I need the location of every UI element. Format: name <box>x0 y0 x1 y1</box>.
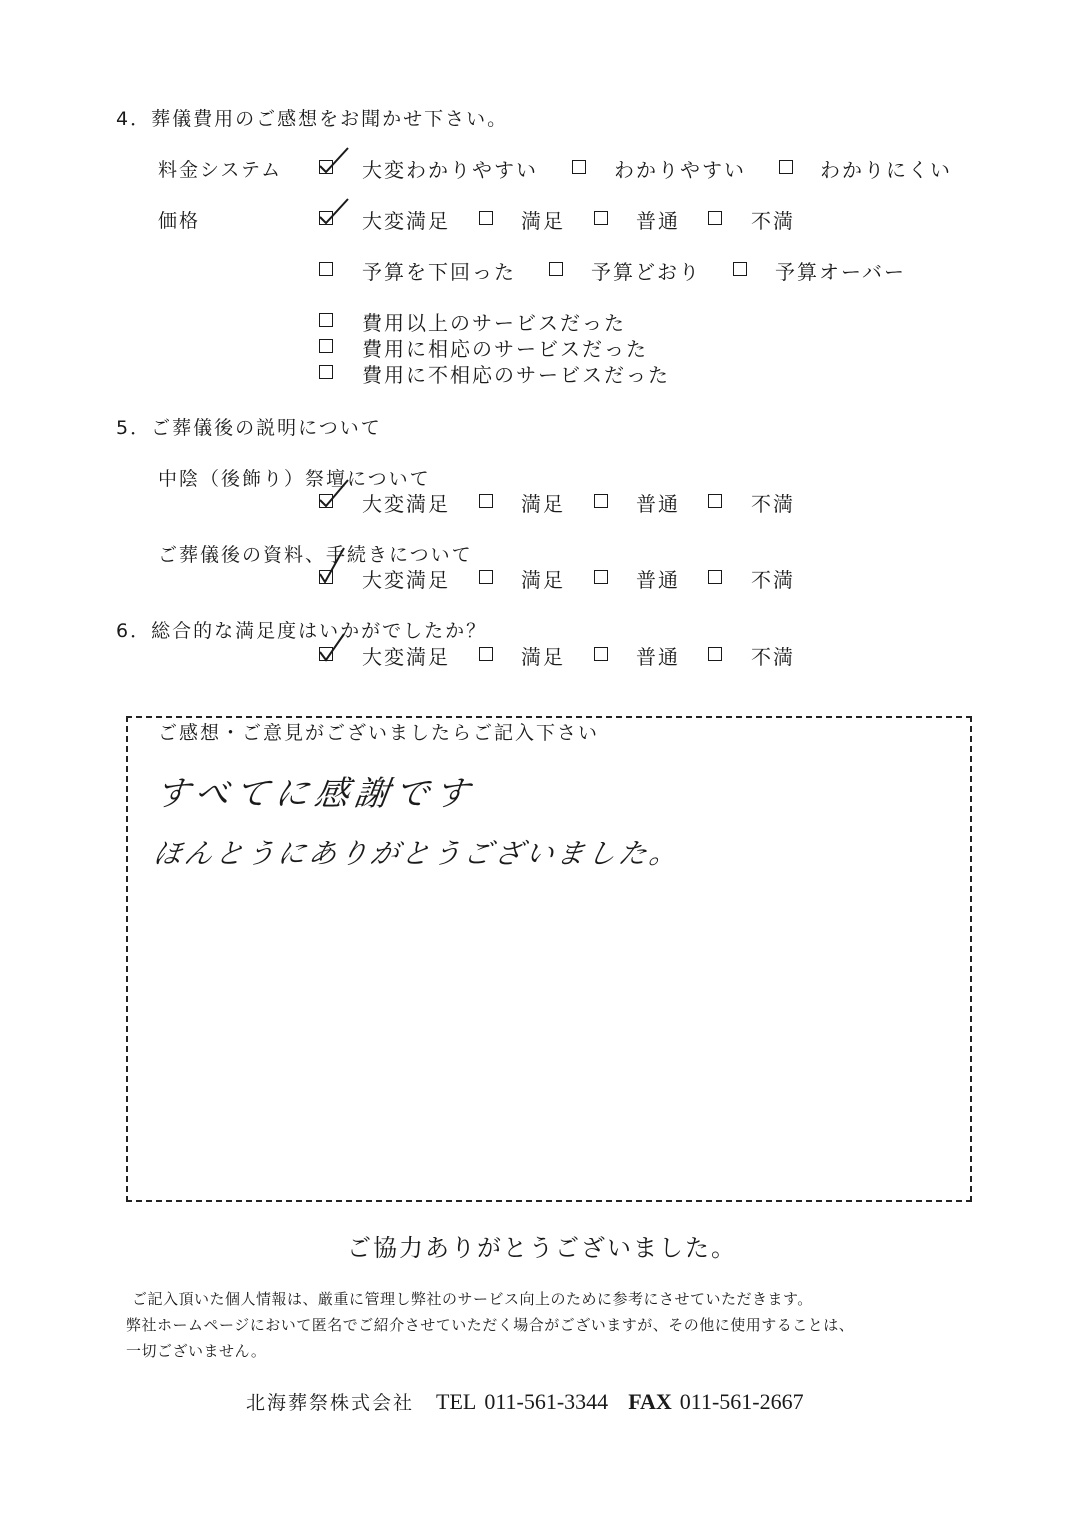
documents-option-4: 不満 <box>751 568 795 592</box>
thanks-message: ご協力ありがとうございました。 <box>347 1234 737 1262</box>
documents-label: ご葬儀後の資料、手続きについて <box>158 544 473 566</box>
checkmark-icon <box>314 195 354 227</box>
overall-option-1: 大変満足 <box>362 645 450 669</box>
documents-option-2: 満足 <box>521 568 565 592</box>
price-checkbox-3[interactable] <box>594 211 608 225</box>
checkmark-icon <box>314 544 354 586</box>
privacy-note-line-2: 弊社ホームページにおいて匿名でご紹介させていただく場合がございますが、その他に使用することは、 <box>126 1316 855 1334</box>
value-option-2: 費用に相応のサービスだった <box>362 337 648 361</box>
budget-option-1: 予算を下回った <box>362 260 516 284</box>
checkmark-icon <box>314 476 354 510</box>
fax-number: 011-561-2667 <box>679 1389 804 1414</box>
question-5-title: 5．ご葬儀後の説明について <box>116 417 382 439</box>
documents-option-1: 大変満足 <box>362 568 450 592</box>
altar-checkbox-4[interactable] <box>708 494 722 508</box>
altar-checkbox-2[interactable] <box>479 494 493 508</box>
company-name: 北海葬祭株式会社 <box>246 1392 415 1414</box>
budget-checkbox-3[interactable] <box>733 262 747 276</box>
value-checkbox-1[interactable] <box>319 313 333 327</box>
overall-checkbox-2[interactable] <box>479 647 493 661</box>
fee-system-label: 料金システム <box>158 159 283 181</box>
handwritten-comment-line-1: すべてに感謝です <box>152 774 478 814</box>
checkmark-icon <box>314 630 354 664</box>
value-checkbox-2[interactable] <box>319 339 333 353</box>
price-option-4: 不満 <box>751 209 795 233</box>
documents-option-3: 普通 <box>636 568 680 592</box>
privacy-note-line-3: 一切ございません。 <box>126 1342 267 1360</box>
documents-checkbox-3[interactable] <box>594 570 608 584</box>
price-option-3: 普通 <box>636 209 680 233</box>
price-label: 価格 <box>158 210 201 232</box>
fax-label: FAX <box>628 1389 672 1414</box>
overall-option-2: 満足 <box>521 645 565 669</box>
tel-label: TEL <box>436 1389 477 1414</box>
fee-system-option-2: わかりやすい <box>614 158 746 182</box>
overall-option-3: 普通 <box>636 645 680 669</box>
overall-checkbox-4[interactable] <box>708 647 722 661</box>
budget-checkbox-2[interactable] <box>549 262 563 276</box>
price-checkbox-2[interactable] <box>479 211 493 225</box>
altar-option-2: 満足 <box>521 492 565 516</box>
altar-option-3: 普通 <box>636 492 680 516</box>
value-option-3: 費用に不相応のサービスだった <box>362 363 670 387</box>
overall-option-4: 不満 <box>751 645 795 669</box>
tel-number: 011-561-3344 <box>484 1389 609 1414</box>
fee-system-option-3: わかりにくい <box>820 158 952 182</box>
documents-checkbox-2[interactable] <box>479 570 493 584</box>
budget-option-3: 予算オーバー <box>775 260 906 284</box>
altar-option-1: 大変満足 <box>362 492 450 516</box>
footer <box>246 1388 804 1415</box>
fee-system-checkbox-3[interactable] <box>779 160 793 174</box>
fee-system-option-1: 大変わかりやすい <box>362 158 538 182</box>
value-checkbox-3[interactable] <box>319 365 333 379</box>
budget-option-2: 予算どおり <box>591 260 701 284</box>
question-6-title: 6．総合的な満足度はいかがでしたか？ <box>116 620 488 642</box>
privacy-note-line-1: ご記入頂いた個人情報は、厳重に管理し弊社のサービス向上のために参考にさせていただきます。 <box>132 1290 813 1308</box>
altar-label: 中陰（後飾り）祭壇について <box>158 468 431 490</box>
handwritten-comment-line-2: ほんとうにありがとうございました。 <box>150 837 684 870</box>
fee-system-checkbox-2[interactable] <box>572 160 586 174</box>
overall-checkbox-3[interactable] <box>594 647 608 661</box>
price-checkbox-4[interactable] <box>708 211 722 225</box>
price-option-1: 大変満足 <box>362 209 450 233</box>
checkmark-icon <box>314 144 354 176</box>
altar-checkbox-3[interactable] <box>594 494 608 508</box>
question-4-title: 4．葬儀費用のご感想をお聞かせ下さい。 <box>116 108 509 130</box>
price-option-2: 満足 <box>521 209 565 233</box>
budget-checkbox-1[interactable] <box>319 262 333 276</box>
altar-option-4: 不満 <box>751 492 795 516</box>
documents-checkbox-4[interactable] <box>708 570 722 584</box>
comment-label: ご感想・ご意見がございましたらご記入下さい <box>158 722 600 744</box>
value-option-1: 費用以上のサービスだった <box>362 311 626 335</box>
